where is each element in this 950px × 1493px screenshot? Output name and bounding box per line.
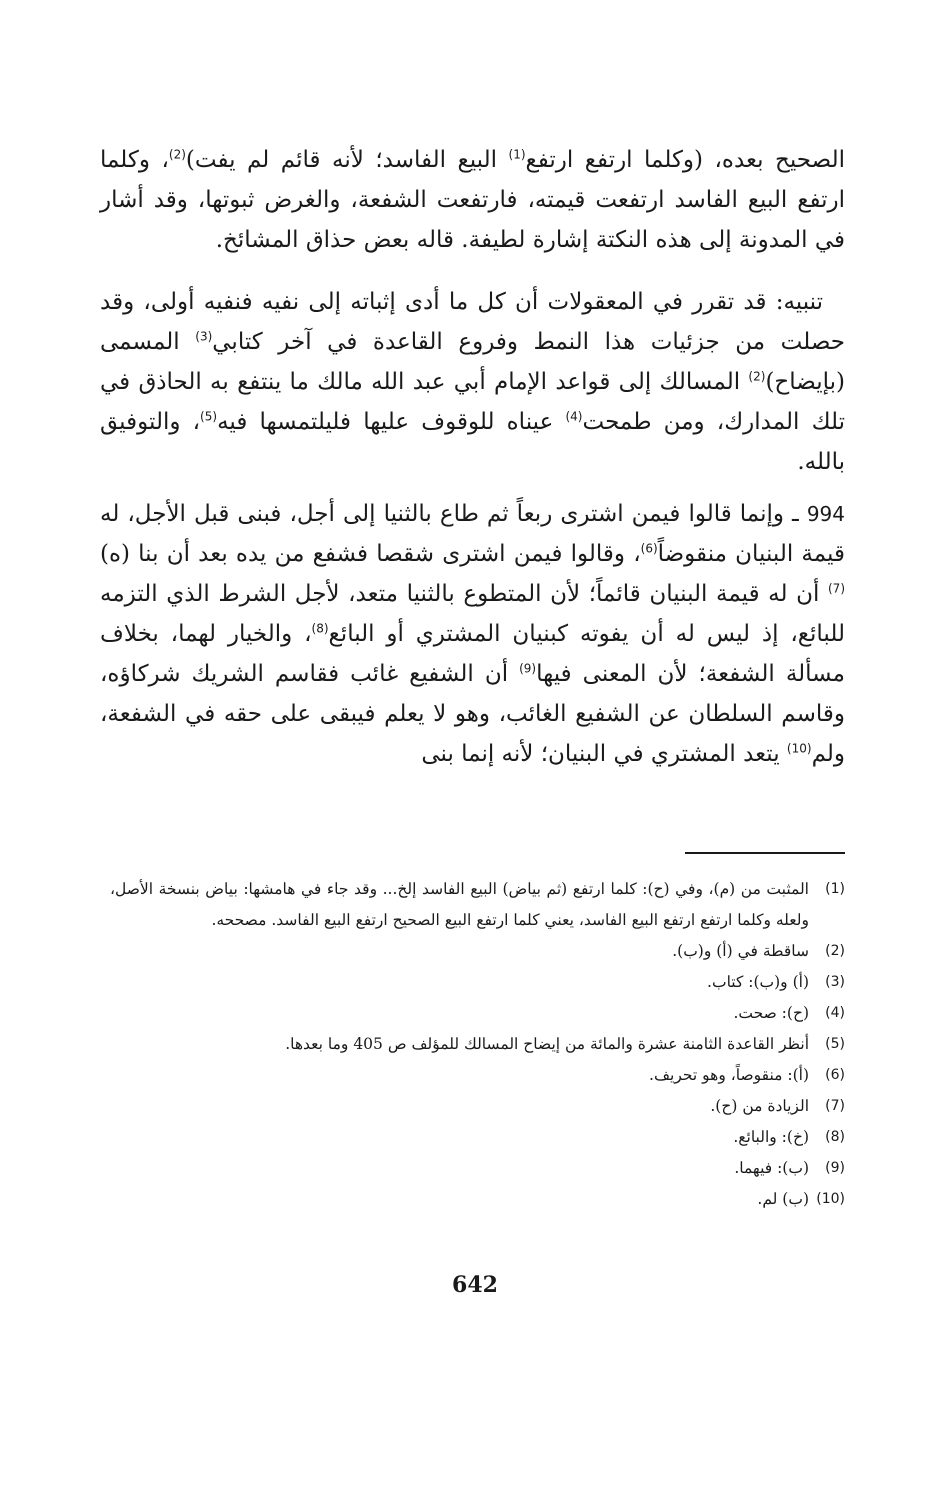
- paragraph-text: ، وقالوا فيمن اشترى شقصا فشفع من يده بعد أن بنا (ه): [100, 541, 641, 567]
- footnote-ref[interactable]: (5): [200, 409, 218, 424]
- paragraph-text: يتعد المشتري في البنيان؛ لأنه إنما بنى: [421, 741, 787, 767]
- footnote-ref[interactable]: (7): [827, 581, 845, 596]
- footnote-ref[interactable]: (3): [195, 329, 213, 344]
- paragraph-text: ، والتوفيق بالله.: [100, 409, 845, 475]
- footnote-text: (أ): منقوصاً، وهو تحريف.: [649, 1066, 809, 1084]
- footnote-separator: [685, 852, 845, 854]
- footnote-ref[interactable]: (1): [508, 147, 526, 162]
- footnote-ref[interactable]: (2): [168, 147, 186, 162]
- footnote-number: (1): [825, 881, 845, 897]
- footnote-item: [110, 874, 845, 936]
- paragraph-note: [100, 282, 845, 482]
- paragraph-text: عيناه للوقوف عليها فليلتمسها فيه: [217, 409, 566, 435]
- footnote-number: (4): [825, 1005, 845, 1021]
- footnote-number: (5): [825, 1036, 845, 1052]
- footnote-text: المثبت من (م)، وفي (ح): كلما ارتفع (ثم بياض) البيع الفاسد إلخ... وقد جاء في هامشها: بياض بنسخة الأصل، ولعله وكلما ارتفع ارتفع البيع الفاسد، يعني كلما ارتفع البيع الصحيح ارتفع البيع الفاسد. مصححه.: [110, 880, 809, 929]
- footnote-item: [110, 967, 845, 998]
- paragraph-text: المسمى (بإيضاح): [100, 329, 845, 395]
- paragraph-994: [100, 494, 845, 774]
- footnote-item: [110, 1091, 845, 1122]
- footnote-number: (8): [825, 1129, 845, 1145]
- footnote-item: [110, 1153, 845, 1184]
- paragraph-text: ، وكلما ارتفع البيع الفاسد ارتفعت قيمته، فارتفعت الشفعة، والغرض ثبوتها، وقد أشار في المدونة إلى هذه النكتة إشارة لطيفة. قاله بعض حذاق المشائخ.: [100, 147, 845, 253]
- footnote-number: (9): [825, 1160, 845, 1176]
- paragraph-text: المسالك إلى قواعد الإمام أبي عبد الله مالك ما ينتفع به الحاذق في تلك المدارك، ومن طمحت: [100, 369, 845, 435]
- footnote-item: [110, 1184, 845, 1215]
- footnote-ref[interactable]: (9): [519, 661, 537, 676]
- footnote-item: [110, 1029, 845, 1060]
- footnote-text: (أ) و(ب): كتاب.: [707, 973, 809, 991]
- footnote-text: أنظر القاعدة الثامنة عشرة والمائة من إيضاح المسالك للمؤلف ص 405 وما بعدها.: [285, 1035, 809, 1053]
- paragraph-text: الصحيح بعده، (وكلما ارتفع ارتفع: [525, 147, 845, 173]
- paragraph-text: تنبيه: قد تقرر في المعقولات أن كل ما أدى إثباته إلى نفيه فنفيه أولى، وقد حصلت من جزئيات هذا النمط وفروع القاعدة في آخر كتابي: [100, 289, 845, 355]
- footnote-text: (ب): فيهما.: [734, 1159, 809, 1177]
- paragraph-text: ـ وإنما قالوا فيمن اشترى ربعاً ثم طاع بالثنيا إلى أجل، فبنى قبل الأجل، له قيمة البنيان منقوضاً: [100, 501, 845, 567]
- footnote-text: الزيادة من (ح).: [710, 1097, 809, 1115]
- paragraph-text: البيع الفاسد؛ لأنه قائم لم يفت): [185, 147, 509, 173]
- footnote-ref[interactable]: (8): [311, 621, 329, 636]
- footnote-text: ساقطة في (أ) و(ب).: [672, 942, 809, 960]
- footnote-ref[interactable]: (4): [565, 409, 583, 424]
- footnote-item: [110, 998, 845, 1029]
- footnote-item: [110, 1060, 845, 1091]
- paragraph-number: 994: [806, 502, 845, 526]
- footnote-text: (خ): والبائع.: [733, 1128, 809, 1146]
- page-body: [100, 140, 845, 792]
- footnote-text: (ح): صحت.: [733, 1004, 809, 1022]
- footnote-number: (7): [825, 1098, 845, 1114]
- footnote-ref[interactable]: (2): [748, 369, 766, 384]
- footnote-text: (ب) لم.: [757, 1190, 809, 1208]
- paragraph-text: ، والخيار لهما، بخلاف مسألة الشفعة؛ لأن المعنى فيها: [100, 621, 845, 687]
- paragraph-text: أن له قيمة البنيان قائماً؛ لأن المتطوع بالثنيا متعد، لأجل الشرط الذي التزمه للبائع، إذ ليس له أن يفوته كبنيان المشتري أو البائع: [100, 581, 845, 647]
- footnote-number: (2): [825, 943, 845, 959]
- footnotes: [110, 874, 845, 1215]
- footnote-number: (6): [825, 1067, 845, 1083]
- footnote-number: (3): [825, 974, 845, 990]
- page-number: 642: [452, 1272, 498, 1298]
- footnote-number: (10): [816, 1191, 845, 1207]
- footnote-item: [110, 936, 845, 967]
- paragraph-continuation: [100, 140, 845, 260]
- footnote-item: [110, 1122, 845, 1153]
- paragraph-text: أن الشفيع غائب فقاسم الشريك شركاؤه، وقاسم السلطان عن الشفيع الغائب، وهو لا يعلم فيبقى على حقه في الشفعة، ولم: [100, 661, 845, 767]
- footnote-ref[interactable]: (6): [640, 541, 658, 556]
- footnote-ref[interactable]: (10): [786, 741, 812, 756]
